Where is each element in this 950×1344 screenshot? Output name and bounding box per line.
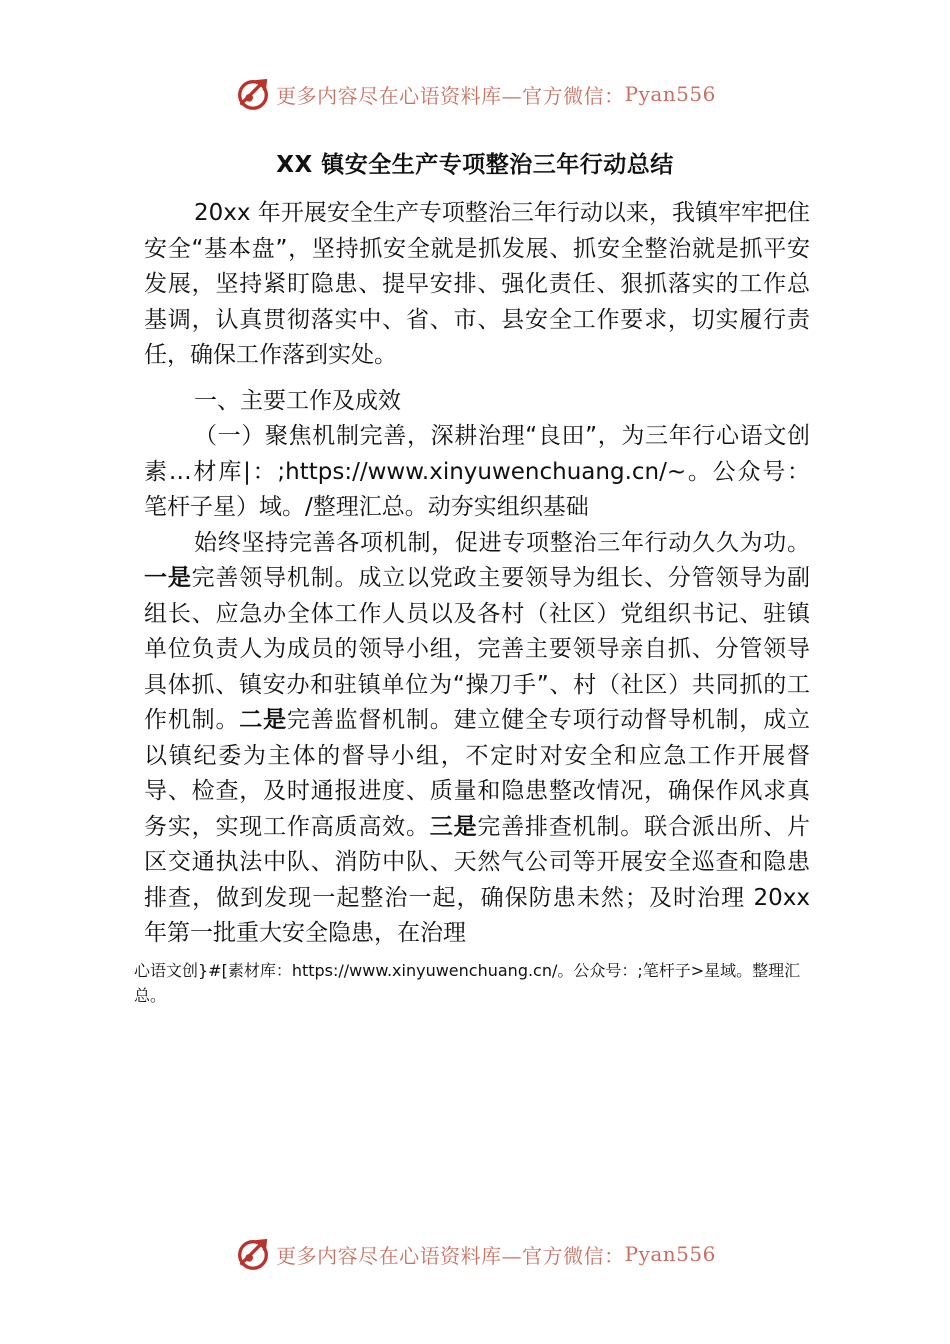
keyword-third: 三是	[429, 813, 478, 840]
body-text: 完善领导机制。成立以党政主要领导为组长、分管领导为副组长、应急办全体工作人员以及各村（社区）党组织书记、驻镇单位负责人为成员的领导小组，完善主要领导亲自抓、分管领导具体抓、镇安办和驻镇单位为“操刀手”、村（社区）共同抓的工作机制。	[144, 565, 811, 733]
keyword-second: 二是	[239, 707, 287, 733]
banner-text: 更多内容尽在心语资料库—官方微信：	[276, 1243, 625, 1268]
page-title: XX 镇安全生产专项整治三年行动总结	[276, 152, 674, 178]
footnote: 心语文创}#[素材库：https://www.xinyuwenchuang.cn/。公众号：;笔杆子>星域。整理汇总。	[134, 961, 801, 1005]
banner-account: Pyan556	[624, 1242, 716, 1266]
banner-account: Pyan556	[624, 82, 716, 106]
subsection-heading: （一）聚焦机制完善，深耕治理“良田”，为三年行心语文创素…材库|：;https://www.xinyuwenchuang.cn/~。公众号：笔杆子星）域。/整理汇总。动夯实组织基础	[144, 423, 810, 520]
header-banner	[0, 72, 950, 116]
body-text: 始终坚持完善各项机制，促进专项整治三年行动久久为功。	[194, 529, 810, 556]
body-paragraph	[144, 526, 810, 952]
footer-banner	[0, 1232, 950, 1276]
intro-paragraph: 20xx 年开展安全生产专项整治三年行动以来，我镇牢牢把住安全“基本盘”，坚持抓安全就是抓发展、抓安全整治就是抓平安发展，坚持紧盯隐患、提早安排、强化责任、狠抓落实的工作总基调，认真贯彻落实中、省、市、县安全工作要求，切实履行责任，确保工作落到实处。	[144, 200, 810, 368]
banner-text: 更多内容尽在心语资料库—官方微信：	[276, 83, 625, 108]
document-body	[144, 196, 810, 952]
section-heading: 一、主要工作及成效	[194, 387, 401, 414]
brand-logo-icon	[234, 75, 272, 113]
body-text: 完善排查机制。联合派出所、片区交通执法中队、消防中队、天然气公司等开展安全巡查和隐患排查，做到发现一起整治一起，确保防患未然；及时治理 20xx 年第一批重大安全隐患，在治理	[144, 813, 811, 946]
brand-logo-icon	[234, 1235, 272, 1273]
body-text: 完善监督机制。建立健全专项行动督导机制，成立以镇纪委为主体的督导小组，不定时对安全和应急工作开展督导、检查，及时通报进度、质量和隐患整改情况，确保作风求真务实，实现工作高质高效。	[144, 707, 811, 840]
keyword-first: 一是	[144, 565, 192, 591]
